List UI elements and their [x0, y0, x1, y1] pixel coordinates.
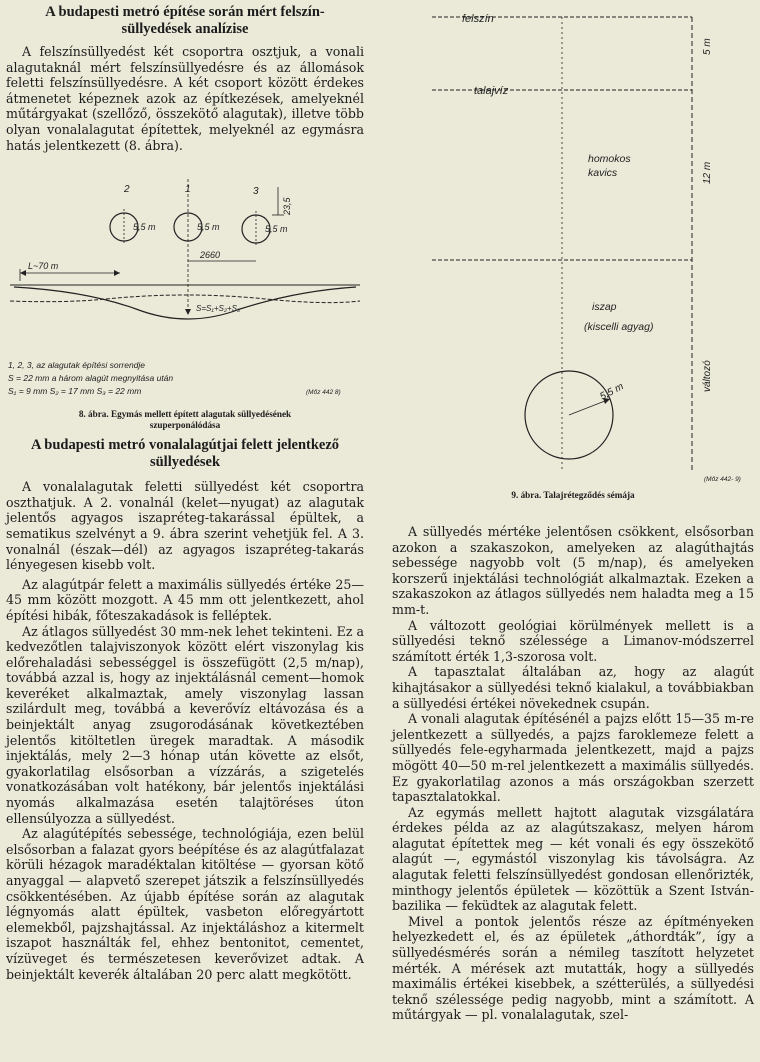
figure-ref: (Mőz 442- 9)	[704, 476, 741, 483]
tunnel-number-1: 1	[185, 184, 191, 196]
figure-8	[6, 159, 364, 433]
figure-8-diagram	[6, 159, 364, 411]
layer-label: iszap	[592, 301, 617, 313]
left-column	[6, 0, 364, 982]
dim-label: 5 m	[702, 38, 713, 55]
legend-line: 1, 2, 3, az alagutak építési sorrendje	[8, 360, 146, 371]
figure-8-caption: 8. ábra. Egymás mellett épített alagutak süllyedésének szuperponálódása	[78, 409, 292, 431]
radius-label: 5,5 m	[133, 222, 156, 233]
layer-label: (kiscelli agyag)	[584, 321, 654, 333]
figure-9	[392, 0, 754, 508]
dim-label: változó	[702, 360, 713, 392]
paragraph: A süllyedés mértéke jelentősen csökkent, elsősorban azokon a szakaszokon, amelyeken az alagúthajtás sebessége nagyobb volt (5 m/nap), és amelyeken korszerű injektálási technológiát alkalmaztak. Ezeken a szakaszokon az átlagos süllyedés nem haladta meg a 15 mm-t.	[392, 524, 754, 617]
legend-line: S₁ = 9 mm S₂ = 17 mm S₃ = 22 mm	[8, 386, 142, 397]
figure-9-diagram	[392, 0, 754, 488]
figure-ref: (Mőz 442 8)	[306, 389, 341, 397]
radius-label: 5,5 m	[197, 222, 220, 233]
right-column	[392, 0, 754, 1023]
paragraph: Az átlagos süllyedést 30 mm-nek lehet tekinteni. Ez a kedvezőtlen talajviszonyok között elért viszonylag kis előrehaladási sebességgel is összefügött (2,5 m/nap), továbbá azzal is, hogy az injektálásnál cement—homok keveréket alkalmaztak, amely viszonylag lassan szilárdult meg, továbbá a keverővíz eltávozása és a beinjektált anyag zsugorodásának következtében jelentős kitöltetlen üregek maradtak. A második injektálás, mely 2—3 hónap után követte az elsőt, gyakorlatilag elsősorban a vízzárás, a szigetelés vonatkozásában volt hatékony, bár jelentős injektálási nyomás alkalmazása esetén talajtöréses úton ellensúlyozza a süllyedést.	[6, 623, 364, 826]
sum-label: S=S₁+S₂+S₃	[196, 304, 241, 314]
offset-label: 2660	[200, 250, 221, 261]
surface-label: felszín	[462, 13, 494, 25]
paragraph: A vonalalagutak feletti süllyedést két csoportra oszthatjuk. A 2. vonalnál (kelet—nyugat) az alagutak jelentős agyagos iszapréteg-takarással épültek, a sematikus szelvényt a 9. ábra szerint vehetjük fel. A 3. vonalnál (észak—dél) az agyagos iszapréteg-takarás lényegesen kisebb volt.	[6, 479, 364, 573]
radius-label: 5,5 m	[598, 381, 626, 403]
tunnel-number-3: 3	[253, 186, 259, 198]
paragraph: Az alagútépítés sebessége, technológiája, ezen belül elsősorban a falazat gyors beépítése és az alagútfalazat körüli hézagok maradéktalan kitöltése — gyorsan kötő anyaggal — alapvető szerepet játszik a felszínsüllyedés csökkentésében. Az újabb építése során az alagutak légnyomás alatt épültek, vasbeton előregyártott elemekből, pajzshajtással. Az injektáláshoz a kitermelt iszapot használták fel, ehhez bentonitot, cementet, vízüveget és természetesen keverővizet adtak. A beinjektált keverék általában 20 perc alatt megkötött.	[6, 826, 364, 982]
paragraph: A tapasztalat általában az, hogy az alagút kihajtásakor a süllyedési teknő kialakul, a továbbiakban a süllyedési értékei növekednek csupán.	[392, 664, 754, 711]
paragraph: Az alagútpár felett a maximális süllyedés értéke 25—45 mm között mozgott. A 45 mm ott jelentkezett, ahol építési hibák, főteszakadások is felléptek.	[6, 576, 364, 623]
depth-label: 23,5	[282, 197, 292, 216]
legend-line: S = 22 mm a három alagút megnyitása után	[8, 373, 174, 384]
groundwater-label: talajvíz	[474, 85, 509, 97]
paragraph: A vonali alagutak építésénél a pajzs előtt 15—35 m-re jelentkezett a süllyedés, a pajzs faroklemeze felett a süllyedés fele-egyharmada jelentkezett, majd a pajzs mögött 40—50 m-rel jelentkezett a maximális süllyedés. Ez gyakorlatilag azonos a más országokban szerzett tapasztalatokkal.	[392, 711, 754, 805]
paragraph: Az egymás mellett hajtott alagutak vizsgálatára érdekes példa az az alagútszakasz, melyen három alagutat építettek meg — két vonali és egy összekötő alagút —, egymástól viszonylag kis távolságra. Az alagutak feletti felszínsüllyedést gondosan ellenőrizték, minthogy jelentős épületek — közöttük a Szent István-bazilika — feküdtek az alagutak felett.	[392, 804, 754, 914]
radius-label: 5,5 m	[265, 224, 288, 235]
paragraph: A felszínsüllyedést két csoportra osztjuk, a vonali alagutaknál mért felszínsüllyedésre és az állomások feletti felszínsüllyedésre. A két csoport között érdekes átmenetet képeznek azok az építkezések, amelyeknél műtárgyakat (szellőző, összekötő alagutak), illetve több olyan vonalalagutat építettek, melyeknél az egymásra hatás jelentkezett (8. ábra).	[6, 44, 364, 153]
paragraph: Mivel a pontok jelentős része az építményeken helyezkedett el, és az épületek „áthordták”, így a süllyedésmérés során a némileg taszított helyzetet mérték. A mérések azt mutatták, hogy a süllyedés maximális értékei kisebbek, a szétterülés, a süllyedési teknő szélessége pedig nagyobb, mint a számított. A műtárgyak — pl. vonalalagutak, szel-	[392, 913, 754, 1023]
section-heading-line-tunnels: A budapesti metró vonalalagútjai felett jelentkező süllyedések	[30, 437, 340, 471]
paragraph: A változott geológiai körülmények mellett is a süllyedési teknő szélessége a Limanov-módszerrel számított érték 1,3-szorosa volt.	[392, 617, 754, 664]
section-heading-analysis: A budapesti metró építése során mért felszín- süllyedések analízise	[45, 4, 325, 37]
tunnel-number-2: 2	[124, 184, 130, 196]
layer-label: homokos	[588, 153, 631, 165]
dim-label: 12 m	[702, 161, 713, 184]
layer-label: kavics	[588, 167, 618, 179]
figure-9-caption: 9. ábra. Talajrétegződés sémája	[511, 490, 635, 500]
distance-label: L~70 m	[28, 261, 59, 272]
